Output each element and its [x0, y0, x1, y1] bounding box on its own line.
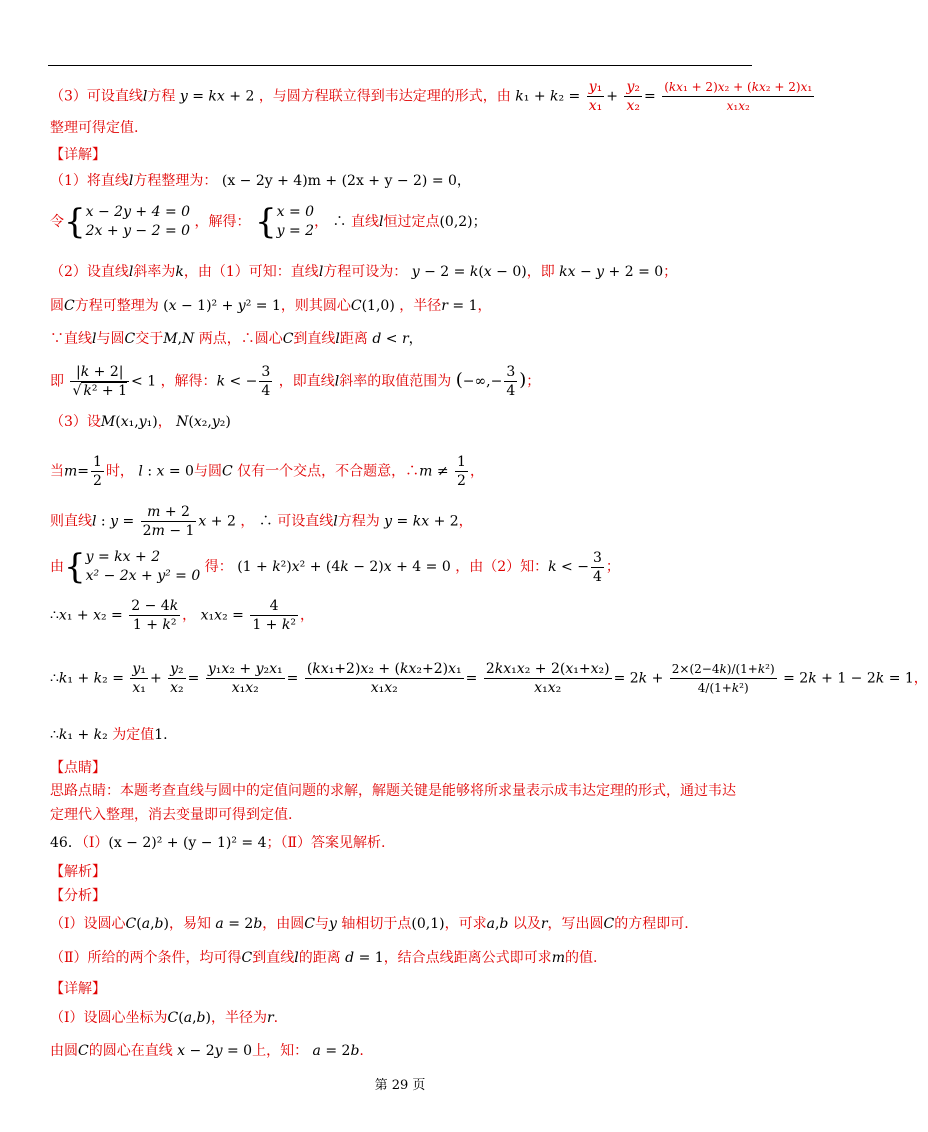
- text-line: 由圆C的圆心在直线 x − 2y = 0上，知： a = 2b.: [50, 1043, 364, 1059]
- text-line: 则直线l : y = $\frac{m + 2}{2m - 1}$ x + 2 ， ∴ 可设直线l方程为 y = kx + 2，: [50, 504, 473, 539]
- text-line: ∴x₁ + x₂ = $\frac{2 - 4k}{\text{1 + k²}}$ ， x₁x₂ = $\frac{4}{\text{1 + k²}}$ ，: [50, 598, 314, 633]
- text-line: 由{y = kx + 2 x² − 2x + y² = 0 得： (1 + k²)x² + (4k − 2)x + 4 = 0 ，由（2）知：k < − $\frac{3}{4}$ ；: [50, 547, 620, 587]
- top-rule: [48, 65, 752, 66]
- text-line: 思路点睛：本题考查直线与圆中的定值问题的求解，解题关键是能够将所求量表示成韦达定理的形式，通过韦达: [50, 783, 736, 799]
- text-line: 即 $\frac{|k + 2|}{\text{√ k² + 1}}$ < 1 ，解得：k < − $\frac{3}{4}$ ，即直线l斜率的取值范围为 (−∞,− $\frac{3}{4}$ )；: [50, 364, 541, 399]
- text-line: （Ⅱ）所给的两个条件，均可得C到直线l的距离 d = 1，结合点线距离公式即可求m的值.: [50, 950, 598, 966]
- text-line: 定理代入整理，消去变量即可得到定值.: [50, 807, 293, 823]
- text-line: ∴k₁ + k₂ 为定值1.: [50, 727, 168, 743]
- section-heading: 【点睛】: [50, 760, 106, 776]
- text-line: （Ⅰ）设圆心C(a,b)，易知 a = 2b，由圆C与y 轴相切于点(0,1)，可求a,b 以及r，写出圆C的方程即可.: [50, 916, 689, 932]
- section-heading: 【解析】: [50, 864, 106, 880]
- text-line: （3）设M(x₁,y₁)， N(x₂,y₂): [50, 414, 231, 430]
- section-heading: 【详解】: [50, 981, 106, 997]
- section-heading: 【详解】: [50, 147, 106, 163]
- text-line: （2）设直线l斜率为k，由（1）可知：直线l方程可设为： y − 2 = k(x − 0)，即 kx − y + 2 = 0；: [50, 264, 678, 280]
- text-line: 令{x − 2y + 4 = 0 2x + y − 2 = 0 ，解得： {x = 0 y = 2， ∴ 直线l恒过定点(0,2)；: [50, 202, 487, 242]
- page-number: 第 29 页: [374, 1078, 426, 1093]
- text-line: （3）可设直线l方程 y = kx + 2 ，与圆方程联立得到韦达定理的形式，由 k₁ + k₂ = $\frac{\text{y₁}}{\text{x₁}}$ + $\frac{\text{y₂}}{\text{x₂}}$ = $\frac{\text{(kx₁ + 2)x₂ + (kx₂ + 2)x₁}}{\text{x₁x₂}}$: [50, 79, 813, 114]
- text-line: 整理可得定值.: [50, 120, 139, 136]
- text-line: 46．（Ⅰ）(x − 2)² + (y − 1)² = 4；（Ⅱ）答案见解析.: [50, 835, 386, 851]
- text-line: 当m= $\frac{1}{2}$ 时， l : x = 0与圆C 仅有一个交点，不合题意，∴m ≠ $\frac{1}{2}$ ，: [50, 454, 484, 489]
- text-line: ∴k₁ + k₂ = $\frac{\text{y₁}}{\text{x₁}}$ + $\frac{\text{y₂}}{\text{x₂}}$ = $\frac{\text{y₁x₂ + y₂x₁}}{\text{x₁x₂}}$ = $\frac{\text{(kx₁+2)x₂ + (kx₂+2)x₁}}{\text{x₁x₂}}$ = $\frac{\text{2kx₁x₂ + 2(x₁+x₂)}}{\text{x₁x₂}}$ = 2k + $\frac{\text{2×(2−4k)/(1+k²)}}{\text{4/(1+k²)}}$ = 2k + 1 − 2k = 1，: [50, 661, 928, 696]
- text-line: ∵直线l与圆C交于M,N 两点，∴圆心C到直线l距离 d < r，: [50, 331, 423, 347]
- text-line: （Ⅰ）设圆心坐标为C(a,b)，半径为r.: [50, 1010, 279, 1026]
- section-heading: 【分析】: [50, 888, 106, 904]
- text-line: 圆C方程可整理为 (x − 1)² + y² = 1，则其圆心C(1,0) ，半径r = 1，: [50, 298, 492, 314]
- text-line: （1）将直线l方程整理为： (x − 2y + 4)m + (2x + y − 2) = 0，: [50, 173, 471, 189]
